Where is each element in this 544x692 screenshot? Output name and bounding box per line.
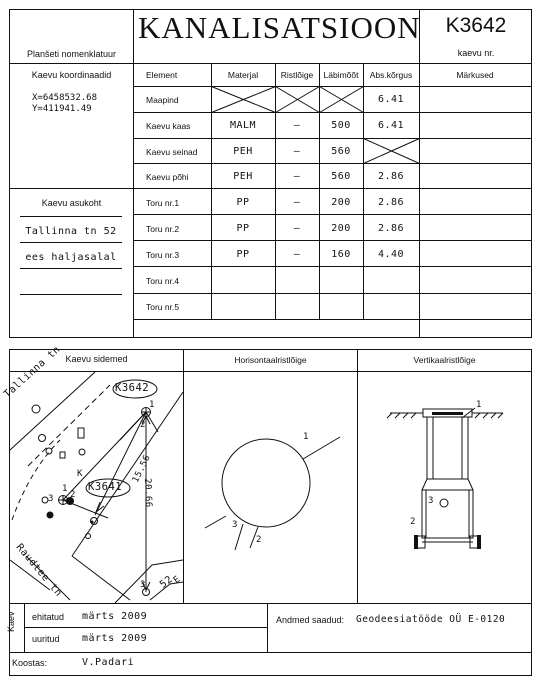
surveyed-label: uuritud bbox=[32, 634, 60, 644]
hsec-pipe-1: 1 bbox=[303, 432, 309, 442]
row-diameter: 200 bbox=[331, 197, 351, 208]
row-cross: – bbox=[293, 146, 301, 157]
row-material: PEH bbox=[233, 171, 253, 182]
row-cross: – bbox=[293, 223, 301, 234]
row-element: Toru nr.3 bbox=[146, 250, 180, 260]
vertical-section-drawing bbox=[387, 408, 503, 548]
row-element: Maapind bbox=[146, 95, 179, 105]
row-element: Kaevu põhi bbox=[146, 172, 189, 182]
row-abs: 2.86 bbox=[377, 171, 405, 182]
row-diameter: 500 bbox=[331, 120, 351, 131]
house-number: 52 bbox=[158, 573, 176, 591]
row-material: PEH bbox=[233, 146, 253, 157]
row-material: PP bbox=[236, 223, 250, 234]
coord-x: X=6458532.68 bbox=[32, 93, 98, 103]
col-notes: Märkused bbox=[456, 70, 494, 80]
row-abs: 2.86 bbox=[377, 197, 405, 208]
location-label: Kaevu asukoht bbox=[41, 198, 102, 208]
row-element: Kaevu kaas bbox=[146, 121, 191, 131]
hsec-pipe-2: 2 bbox=[256, 535, 262, 545]
row-element: Toru nr.4 bbox=[146, 276, 180, 286]
well-id-label: kaevu nr. bbox=[457, 48, 495, 58]
footer-kaev-label: Kaev bbox=[6, 611, 16, 632]
row-diameter: 560 bbox=[331, 171, 351, 182]
source-value: Geodeesiatööde OÜ E-0120 bbox=[356, 614, 506, 625]
row-cross: – bbox=[293, 120, 301, 131]
sheet-label: Planšeti nomenklatuur bbox=[26, 49, 117, 59]
row-element: Kaevu seinad bbox=[146, 147, 198, 157]
coord-y: Y=411941.49 bbox=[32, 104, 92, 114]
vsec-pipe-1: 1 bbox=[476, 400, 482, 410]
built-value: märts 2009 bbox=[82, 611, 148, 622]
street-raudtee-label: Raudtee tn bbox=[13, 542, 64, 600]
pipe-num: 2 bbox=[140, 420, 146, 430]
row-element: Toru nr.5 bbox=[146, 302, 180, 312]
row-abs: 2.86 bbox=[377, 223, 405, 234]
row-cross: – bbox=[293, 171, 301, 182]
dimension-15-56: 15.56 bbox=[131, 453, 153, 485]
street-tallinna-label: Tallinna tn bbox=[2, 344, 63, 401]
row-material: PP bbox=[236, 197, 250, 208]
section-vertical-title: Vertikaalristlõige bbox=[413, 355, 476, 365]
well-label-k3642: K3642 bbox=[115, 382, 150, 394]
house-letter: E bbox=[172, 574, 183, 586]
vsec-pipe-3: 3 bbox=[428, 496, 434, 506]
row-diameter: 560 bbox=[331, 146, 351, 157]
pipe-num: 1 bbox=[149, 400, 155, 410]
row-element: Toru nr.2 bbox=[146, 224, 180, 234]
row-abs: 6.41 bbox=[377, 120, 405, 131]
pipe-num: 1 bbox=[62, 484, 68, 494]
section-horizontal-title: Horisontaalristlõige bbox=[234, 355, 307, 365]
row-element: Toru nr.1 bbox=[146, 198, 180, 208]
col-abs: Abs.kõrgus bbox=[369, 70, 413, 80]
row-material: PP bbox=[236, 249, 250, 260]
row-cross: – bbox=[293, 197, 301, 208]
pipe-num: 2 bbox=[70, 490, 76, 500]
author-value: V.Padari bbox=[82, 657, 135, 668]
document-title: KANALISATSIOON bbox=[138, 10, 421, 45]
row-abs: 6.41 bbox=[377, 94, 405, 105]
col-cross: Ristlõige bbox=[280, 70, 314, 80]
surveyed-value: märts 2009 bbox=[82, 633, 148, 644]
col-diameter: Läbimõõt bbox=[323, 70, 359, 80]
pipe-num: 3 bbox=[140, 580, 146, 590]
row-diameter: 160 bbox=[331, 249, 351, 260]
author-label: Koostas: bbox=[12, 658, 48, 668]
col-element: Element bbox=[146, 70, 178, 80]
hsec-pipe-3: 3 bbox=[232, 520, 238, 530]
horizontal-section-drawing bbox=[205, 437, 340, 550]
location-line-2: ees haljasalal bbox=[25, 252, 117, 263]
vsec-pipe-2: 2 bbox=[410, 517, 416, 527]
coord-label: Kaevu koordinaadid bbox=[31, 70, 112, 80]
k-label: K bbox=[77, 469, 83, 479]
built-label: ehitatud bbox=[32, 612, 65, 622]
section-ties-title: Kaevu sidemed bbox=[65, 354, 128, 364]
dimension-20-66: 20.66 bbox=[142, 478, 154, 508]
well-id: K3642 bbox=[445, 14, 507, 37]
pipe-num: 3 bbox=[48, 494, 54, 504]
location-line-1: Tallinna tn 52 bbox=[25, 226, 117, 237]
well-label-k3641: K3641 bbox=[88, 481, 123, 493]
row-cross: – bbox=[293, 249, 301, 260]
source-label: Andmed saadud: bbox=[276, 615, 345, 625]
col-material: Materjal bbox=[227, 70, 259, 80]
row-material: MALM bbox=[229, 120, 257, 131]
row-diameter: 200 bbox=[331, 223, 351, 234]
row-abs: 4.40 bbox=[377, 249, 405, 260]
